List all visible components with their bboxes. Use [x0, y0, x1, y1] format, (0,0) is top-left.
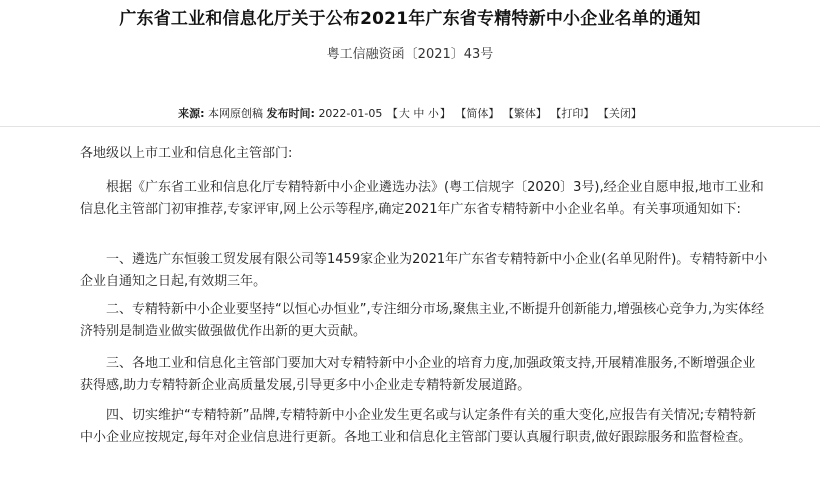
article-meta-bar: 来源: 本网原创稿 发布时间: 2022-01-05 【大 中 小】 【简体】 【繁体】 【打印】 【关闭】: [178, 107, 642, 120]
print-link[interactable]: 【打印】: [550, 107, 595, 120]
source-value: 本网原创稿: [208, 107, 264, 120]
addressee: 各地级以上市工业和信息化主管部门:: [80, 146, 293, 161]
paragraph-item-2: 二、专精特新中小企业要坚持“以恒心办恒业”,专注细分市场,聚焦主业,不断提升创新能力,增强核心竞争力,为实体经济特别是制造业做实做强做优作出新的更大贡献。: [80, 302, 765, 339]
source-label: 来源:: [178, 107, 205, 120]
paragraph-item-1: 一、遴选广东恒骏工贸发展有限公司等1459家企业为2021年广东省专精特新中小企业(名单见附件)。专精特新中小企业自通知之日起,有效期三年。: [80, 252, 768, 289]
close-link[interactable]: 【关闭】: [597, 107, 642, 120]
font-size-small-link[interactable]: 小: [427, 107, 439, 120]
font-size-medium-link[interactable]: 中: [413, 107, 425, 120]
simplified-chinese-link[interactable]: 【简体】: [455, 107, 500, 120]
meta-divider: [0, 126, 820, 127]
document-number: 粤工信融资函〔2021〕43号: [326, 47, 494, 62]
font-size-large-link[interactable]: 大: [398, 107, 410, 120]
paragraph-item-3: 三、各地工业和信息化主管部门要加大对专精特新中小企业的培育力度,加强政策支持,开展精准服务,不断增强企业获得感,助力专精特新企业高质量发展,引导更多中小企业走专精特新发展道路。: [80, 356, 756, 393]
publish-date-value: 2022-01-05: [318, 107, 383, 120]
traditional-chinese-link[interactable]: 【繁体】: [502, 107, 547, 120]
paragraph-item-4: 四、切实维护“专精特新”品牌,专精特新中小企业发生更名或与认定条件有关的重大变化,应报告有关情况;专精特新中小企业应按规定,每年对企业信息进行更新。各地工业和信息化主管部门要认真履行职责,做好跟踪服务和监督检查。: [80, 408, 757, 445]
publish-date-label: 发布时间:: [266, 107, 315, 120]
paragraph-intro: 根据《广东省工业和信息化厅专精特新中小企业遴选办法》(粤工信规字〔2020〕3号),经企业自愿申报,地市工业和信息化主管部门初审推荐,专家评审,网上公示等程序,确定2021年广东省专精特新中小企业名单。有关事项通知如下:: [80, 180, 764, 217]
article-title: 广东省工业和信息化厅关于公布2021年广东省专精特新中小企业名单的通知: [119, 9, 701, 29]
